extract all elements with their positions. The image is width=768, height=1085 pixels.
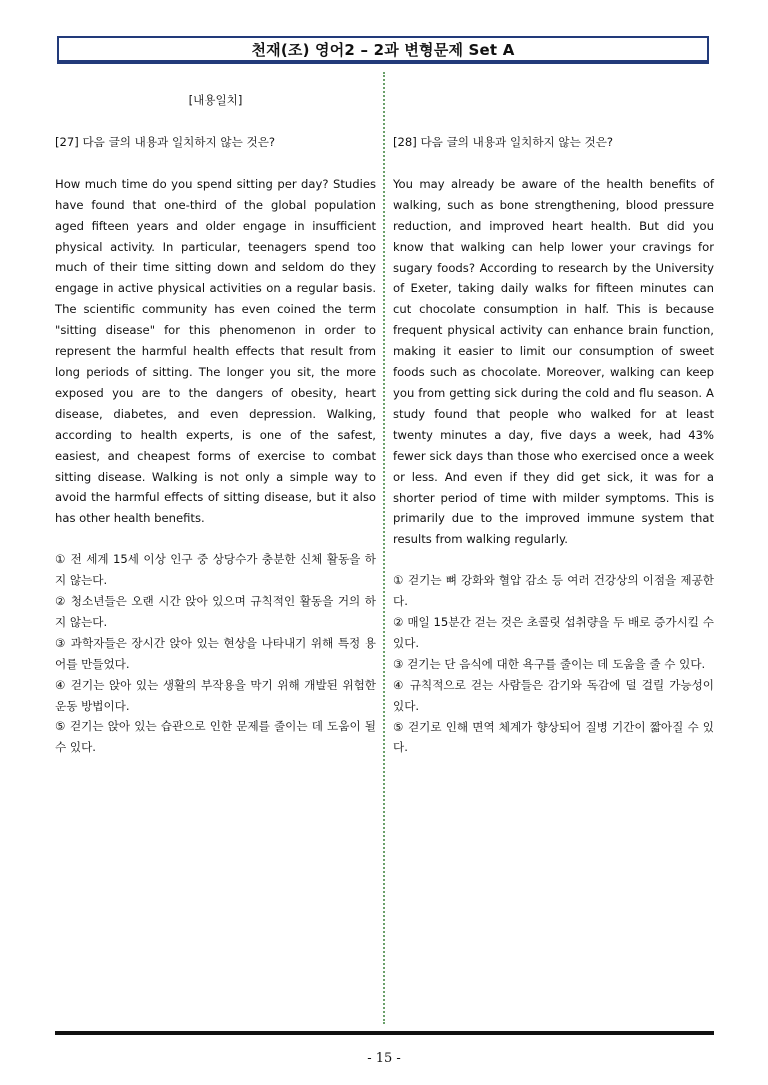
- option-item: ① 전 세계 15세 이상 인구 중 상당수가 충분한 신체 활동을 하지 않는다.: [55, 552, 376, 588]
- footer-rule: [55, 1031, 714, 1035]
- option-item: ⑤ 걷기는 앉아 있는 습관으로 인한 문제를 줄이는 데 도움이 될 수 있다.: [55, 719, 376, 755]
- options-28: [393, 570, 714, 758]
- options-27: [55, 549, 376, 758]
- option-item: ⑤ 걷기로 인해 면역 체계가 향상되어 질병 기간이 짧아질 수 있다.: [393, 719, 714, 755]
- passage-27: How much time do you spend sitting per day? Studies have found that one-third of the global population aged fifteen years and older engage in insufficient physical activity. In particular, teenagers spend too much of their time sitting down and seldom do they engage in active physical activities on a regular basis. The scientific community has even coined the term "sitting disease" for this phenomenon in order to represent the harmful health effects that result from long periods of sitting. The longer you sit, the more exposed you are to the dangers of obesity, heart disease, diabetes, and even depression. Walking, according to health experts, is one of the safest, easiest, and cheapest forms of exercise to combat sitting disease. Walking is not only a simple way to avoid the harmful effects of sitting disease, but it also has other health benefits.: [55, 176, 376, 526]
- right-column: [393, 90, 714, 758]
- option-item: ④ 걷기는 앉아 있는 생활의 부작용을 막기 위해 개발된 위험한 운동 방법이다.: [55, 677, 376, 713]
- option-item: ④ 규칙적으로 걷는 사람들은 감기와 독감에 덜 걸릴 가능성이 있다.: [393, 677, 714, 713]
- header-title: 천재(조) 영어2 – 2과 변형문제 Set A: [251, 40, 515, 59]
- page-header: [57, 36, 709, 64]
- left-column: [55, 90, 376, 758]
- option-item: ③ 과학자들은 장시간 앉아 있는 현상을 나타내기 위해 특정 용어를 만들었다.: [55, 635, 376, 671]
- question-27: [27] 다음 글의 내용과 일치하지 않는 것은?: [55, 134, 276, 149]
- option-item: ③ 걷기는 단 음식에 대한 욕구를 줄이는 데 도움을 줄 수 있다.: [393, 656, 706, 671]
- question-28: [28] 다음 글의 내용과 일치하지 않는 것은?: [393, 135, 614, 149]
- option-item: ② 매일 15분간 걷는 것은 초콜릿 섭취량을 두 배로 증가시킬 수 있다.: [393, 615, 714, 650]
- spacer: [393, 90, 714, 111]
- section-label: [내용일치]: [188, 93, 243, 107]
- option-item: ① 걷기는 뼈 강화와 혈압 감소 등 여러 건강상의 이점을 제공한다.: [393, 573, 714, 609]
- page-number: - 15 -: [367, 1051, 401, 1066]
- option-item: ② 청소년들은 오랜 시간 앉아 있으며 규칙적인 활동을 거의 하지 않는다.: [55, 594, 376, 629]
- passage-28: You may already be aware of the health benefits of walking, such as bone strengthening, blood pressure reduction, and improved heart health. But did you know that walking can help lower your cravings for sugary foods? According to research by the University of Exeter, taking daily walks for fifteen minutes can cut chocolate consumption in half. This is because frequent physical activity can enhance brain function, making it easier to limit our consumption of sweet foods such as chocolate. Moreover, walking can keep you from getting sick during the cold and flu season. A study found that people who walked for at least twenty minutes a day, five days a week, had 43% fewer sick days than those who exercised once a week or less. And even if they did get sick, it was for a shorter period of time with milder symptoms. This is primarily due to the improved immune system that results from walking regularly.: [393, 176, 714, 547]
- spacer: [393, 111, 714, 132]
- column-divider: [383, 72, 385, 1024]
